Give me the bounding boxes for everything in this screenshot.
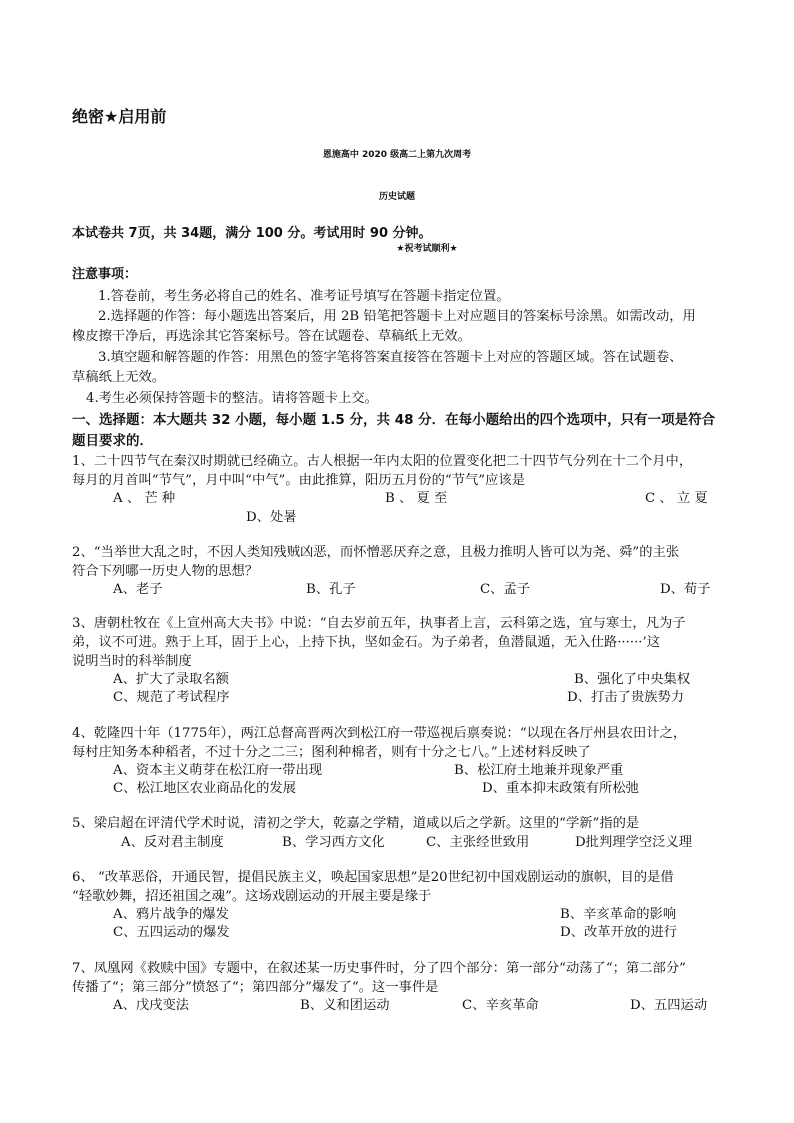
note-4: 4.考生必须保持答题卡的整洁。请将答题卡上交。 xyxy=(86,391,378,406)
section-heading-line-1: 一、选择题：本大题共 32 小题，每小题 1.5 分，共 48 分．在每小题给出的四个选项中，只有一项是符合 xyxy=(72,412,716,428)
note-3-line-1: 3.填空题和解答题的作答：用黑色的签字笔将答案直接答在答题卡上对应的答题区域。答在试题卷、 xyxy=(98,350,683,365)
section-heading-line-2: 题目要求的． xyxy=(72,433,153,449)
q5-option-b: B、学习西方文化 xyxy=(282,835,385,850)
q2-option-b: B、孔子 xyxy=(306,582,356,597)
q6-option-c: C、五四运动的爆发 xyxy=(113,925,230,940)
q7-stem-line-2: 传播了“；第三部分”愤怒了“；第四部分”爆发了“。这一事件是 xyxy=(72,980,439,995)
q3-stem-line-2: 弟，议不可进。熟于上耳，固于上心，上持下执，坚如金石。为子弟者，鱼潜鼠遁，无入仕路······’这 xyxy=(72,635,661,650)
q7-stem-line-1: 7、凤凰网《救赎中国》专题中，在叙述某一历史事件时，分了四个部分：第一部分“动荡了“；第二部分” xyxy=(72,961,686,976)
q6-option-b: B、辛亥革命的影响 xyxy=(560,907,677,922)
q4-option-b: B、松江府土地兼并现象严重 xyxy=(454,763,624,778)
q3-option-d: D、打击了贵族势力 xyxy=(567,690,685,705)
q6-option-a: A、鸦片战争的爆发 xyxy=(113,907,229,922)
q6-stem-line-2: “轻歌妙舞，招还祖国之魂”。这场戏剧运动的开展主要是缘于 xyxy=(72,889,432,904)
confidential-label: 绝密★启用前 xyxy=(72,107,167,126)
q3-option-b: B、强化了中央集权 xyxy=(574,672,691,687)
q1-option-d: D、处暑 xyxy=(246,510,297,525)
q3-option-a: A、扩大了录取名额 xyxy=(113,672,229,687)
q5-stem-line-1: 5、梁启超在评清代学术时说，清初之学大，乾嘉之学精，道咸以后之学新。这里的“学新”指的是 xyxy=(72,816,640,831)
q5-option-d: D批判理学空泛义理 xyxy=(575,835,693,850)
q1-option-b: B 、 夏 至 xyxy=(385,491,448,506)
q2-option-a: A、老子 xyxy=(113,582,163,597)
q3-option-c: C、规范了考试程序 xyxy=(113,690,230,705)
note-2-line-2: 橡皮擦干净后，再选涂其它答案标号。答在试题卷、草稿纸上无效。 xyxy=(72,329,471,344)
q1-stem-line-2: 每月的月首叫“节气”，月中叫“中气”。由此推算，阳历五月份的“节气”应该是 xyxy=(72,473,525,488)
note-1: 1.答卷前，考生务必将自己的姓名、准考证号填写在答题卡指定位置。 xyxy=(98,289,510,304)
q1-option-a: A 、 芒 种 xyxy=(113,491,176,506)
q4-option-a: A、资本主义萌芽在松江府一带出现 xyxy=(113,763,323,778)
q3-stem-line-1: 3、唐朝杜牧在《上宣州高大夫书》中说：“自去岁前五年，执事者上言，云科第之选，宜与寒士，凡为子 xyxy=(72,616,686,631)
q4-stem-line-2: 每村庄知务本种稻者，不过十分之二三；图利种棉者，则有十分之七八。”上述材料反映了 xyxy=(72,745,591,760)
q1-stem-line-1: 1、二十四节气在秦汉时期就已经确立。古人根据一年内太阳的位置变化把二十四节气分列在十二个月中， xyxy=(72,454,693,469)
q7-option-a: A、戊戌变法 xyxy=(113,998,190,1013)
note-2-line-1: 2.选择题的作答：每小题选出答案后，用 2B 铅笔把答题卡上对应题目的答案标号涂黑。如需改动，用 xyxy=(98,309,696,324)
q1-option-c: C 、 立 夏 xyxy=(645,491,708,506)
note-3-line-2: 草稿纸上无效。 xyxy=(72,370,166,385)
q7-option-b: B、义和团运动 xyxy=(300,998,390,1013)
q6-option-d: D、改革开放的进行 xyxy=(560,925,678,940)
q2-option-d: D、荀子 xyxy=(660,582,711,597)
q6-stem-line-1: 6、 “改革恶俗，开通民智，提倡民族主义，唤起国家思想”是20世纪初中国戏剧运动的旗帜，目的是借 xyxy=(72,870,674,885)
q2-option-c: C、孟子 xyxy=(480,582,531,597)
q4-stem-line-1: 4、乾隆四十年（1775年），两江总督高晋两次到松江府一带巡视后禀奏说：“以现在各厅州县农田计之， xyxy=(72,726,687,741)
q7-option-c: C、辛亥革命 xyxy=(462,998,539,1013)
q5-option-a: A、反对君主制度 xyxy=(121,835,224,850)
subject-title: 历史试题 xyxy=(378,192,415,202)
q2-stem-line-2: 符合下列哪一历史人物的思想？ xyxy=(72,564,259,579)
exam-title: 恩施高中 2020 级高二上第九次周考 xyxy=(322,150,472,160)
notes-heading: 注意事项： xyxy=(72,267,138,282)
q2-stem-line-1: 2、“当举世大乱之时，不因人类知残贼凶恶，而怀憎恶厌弃之意，且极力推明人皆可以为尧、舜”的主张 xyxy=(72,545,680,560)
q7-option-d: D、五四运动 xyxy=(630,998,708,1013)
q3-stem-line-3: 说明当时的科举制度 xyxy=(72,654,192,669)
exam-info: 本试卷共 7页，共 34题，满分 100 分。考试用时 90 分钟。 xyxy=(72,226,432,241)
q5-option-c: C、主张经世致用 xyxy=(426,835,530,850)
good-luck-line: ★祝考试顺利★ xyxy=(396,244,458,254)
q4-option-c: C、松江地区农业商品化的发展 xyxy=(113,781,297,796)
q4-option-d: D、重本抑末政策有所松弛 xyxy=(482,781,639,796)
